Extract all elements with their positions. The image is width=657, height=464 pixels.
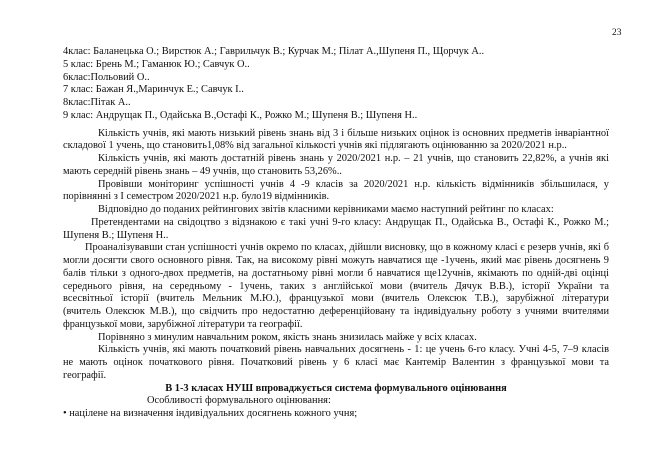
paragraph-monitoring (63, 179, 609, 205)
class-lists (63, 46, 609, 123)
text-line: могли досягти свого основного рівня. Так, на високому рівні можуть навчатися ще -1учень, який має рівень досягнень 9 (63, 255, 609, 266)
paragraph-candidates (63, 217, 609, 243)
paragraph-low-level (63, 128, 609, 154)
features-label: Особливості формувального оцінювання: (147, 395, 331, 407)
class-list-line: 5 клас: Брень М.; Гаманюк Ю.; Савчук О.. (63, 58, 250, 70)
text-line: французької мови, зарубіжної літератури та географії. (63, 318, 303, 330)
text-line: Провівши моніторинг успішності учнів 4 -9 класів за 2020/2021 н.р. кількість відмінників збільшилася, у (98, 178, 609, 190)
text-line: всесвітньої історії (вчитель Мельник М.Ю.), французької мови (вчитель Олексюк Т.В.), зарубіжної літератури (63, 293, 609, 305)
text-line: географії. (63, 369, 107, 381)
bullet-item: • націлене на визначення індивідуальних досягнень кожного учня; (63, 408, 358, 419)
text-line: не мають оцінок початкового рівня. Початковий рівень у 6 класі має Кантемір Валентин з французької мови та (63, 357, 609, 368)
paragraph-comparison (63, 332, 609, 345)
text-line: Порівняно з минулим навчальним роком, якість знань знизилась майже у всіх класах. (98, 331, 477, 343)
text-line: Відповідно до поданих рейтингових звітів класними керівниками маємо наступний рейтинг по класах: (98, 204, 554, 215)
text-line: Шупеня В.; Шупеня Н.. (63, 229, 169, 241)
text-line: Кількість учнів, які мають початковий рівень навчальних досягнень - 1: це учень 6-го класу. Учні 4-5, 7–9 класів (98, 344, 609, 356)
text-line: Проаналізувавши стан успішності учнів окремо по класах, дійшли висновку, що в кожному класі є резерв учнів, які б (85, 242, 609, 254)
text-line: балів тільки з одного-двох предметів, на достатньому рівні могли б навчатися ще12учнів, якімають по одній-дві оцінці (63, 267, 609, 279)
class-list-line: 8клас:Пітак А.. (63, 97, 131, 108)
text-line: складової 1 учень, що становить1,08% від загальної кількості учнів які підлягають оцінюванню за 2020/2021 н.р.. (63, 140, 567, 152)
paragraph-analysis (63, 242, 609, 331)
class-list-line: 9 клас: Андрущак П., Одайська В.,Остафі К., Рожко М.; Шупеня В.; Шупеня Н.. (63, 109, 418, 121)
paragraph-rating (63, 204, 609, 217)
text-line: Претендентами на свідоцтво з відзнакою є такі учні 9-го класу: Андрущак П., Одайська В., Остафі К., Рожко М.; (91, 216, 609, 228)
section-heading: В 1-3 класах НУШ впроваджується система формувального оцінювання (165, 382, 507, 394)
document-body (63, 46, 609, 421)
paragraph-sufficient-level (63, 153, 609, 179)
text-line: порівнянні з І семестром 2020/2021 н.р. було19 відмінників. (63, 191, 330, 203)
class-list-line: 7 клас: Бажан Я.,Маринчук Е.; Савчук І.. (63, 84, 244, 96)
text-line: Кількість учнів, які мають достатній рівень знань у 2020/2021 н.р. – 21 учнів, що становить 22,82%, а учнів які (98, 153, 609, 164)
class-list-line: 6клас:Польовий О.. (63, 71, 150, 83)
text-line: мають середній рівень знань – 49 учнів, що становить 53,26%.. (63, 165, 342, 177)
paragraph-initial-level (63, 344, 609, 382)
page-number: 23 (612, 28, 622, 38)
class-list-line: 4клас: Баланецька О.; Вирстюк А.; Гаврильчук В.; Курчак М.; Пілат А.,Шупеня П., Щорчук А.. (63, 46, 485, 57)
text-line: Кількість учнів, які мають низький рівень знань від 3 і більше низьких оцінок із основних предметів інваріантної (98, 127, 609, 139)
text-line: середнього рівня, на середньому - 1учень, таких з англійської мови (вчитель Дячук В.В.), історії України та (63, 280, 609, 292)
text-line: (вчитель Олексюк М.В.), що свідчить про недостатню деференційовану та індивідуальну роботу з учнями вчителями (63, 306, 609, 317)
